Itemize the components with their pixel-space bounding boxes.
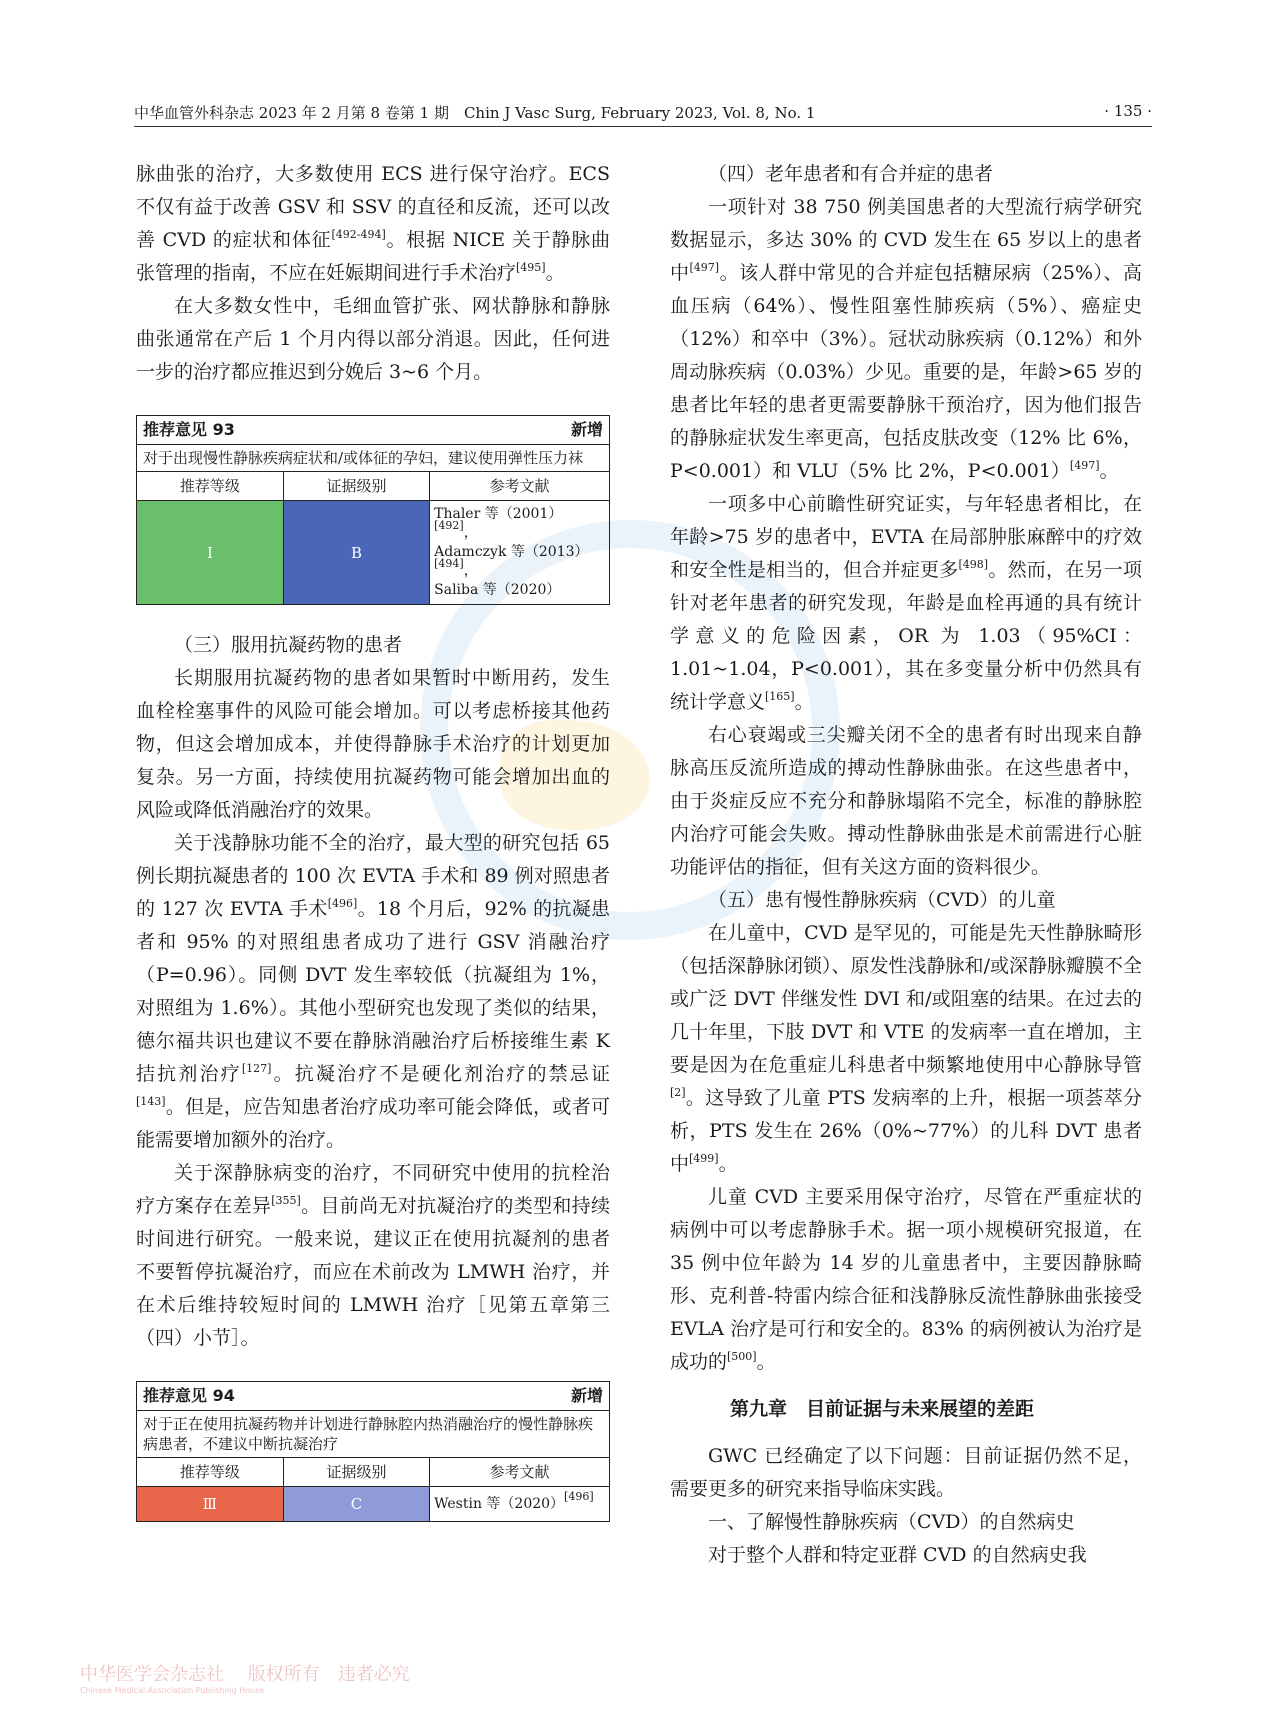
box-tag: 新增 <box>570 420 603 439</box>
grade-cell: Ⅲ <box>137 1487 283 1522</box>
paragraph: 一项针对 38 750 例美国患者的大型流行病学研究数据显示，多达 30% 的 CVD 发生在 65 岁以上的患者中[497]。该人群中常见的合并症包括糖尿病（25%）、高血压病（64%）、慢性阻塞性肺疾病（5%）、癌症史（12%）和卒中（3%）。冠状动脉疾病（0.12%）和外周动脉疾病（0.03%）少见。重要的是，年龄>65 岁的患者比年轻的患者更需要静脉干预治疗，因为他们报告的静脉症状发生率更高，包括皮肤改变（12% 比 6%，P<0.001）和 VLU（5% 比 2%，P<0.001）[497]。 <box>670 196 1142 482</box>
paragraph: 脉曲张的治疗，大多数使用 ECS 进行保守治疗。ECS 不仅有益于改善 GSV 和 SSV 的直径和反流，还可以改善 CVD 的症状和体征[492-494]。根据 NICE 关于静脉曲张管理的指南，不应在妊娠期间进行手术治疗[495]。 <box>136 163 610 284</box>
publisher-watermark <box>80 1660 410 1695</box>
paragraph: 长期服用抗凝药物的患者如果暂时中断用药，发生血栓栓塞事件的风险可能会增加。可以考虑桥接其他药物，但这会增加成本，并使得静脉手术治疗的计划更加复杂。另一方面，持续使用抗凝药物可能会增加出血的风险或降低消融治疗的效果。 <box>136 667 610 821</box>
right-column <box>670 158 1142 1572</box>
left-column <box>136 158 610 1546</box>
section-heading: （五）患有慢性静脉疾病（CVD）的儿童 <box>708 889 1056 911</box>
recommendation-box-93 <box>136 415 610 605</box>
paragraph: 在大多数女性中，毛细血管扩张、网状静脉和静脉曲张通常在产后 1 个月内得以部分消退。因此，任何进一步的治疗都应推迟到分娩后 3~6 个月。 <box>136 295 610 383</box>
paragraph: 关于深静脉病变的治疗，不同研究中使用的抗栓治疗方案存在差异[355]。目前尚无对抗凝治疗的类型和持续时间进行研究。一般来说，建议正在使用抗凝剂的患者不要暂停抗凝治疗，而应在术前改为 LMWH 治疗，并在术后维持较短时间的 LMWH 治疗［见第五章第三（四）小节］。 <box>136 1162 610 1349</box>
refs-cell: Westin 等（2020）[496] <box>434 1489 594 1512</box>
col-header-grade: 推荐等级 <box>137 472 283 501</box>
paragraph: 在儿童中，CVD 是罕见的，可能是先天性静脉畸形（包括深静脉闭锁）、原发性浅静脉和/或深静脉瓣膜不全或广泛 DVT 伴继发性 DVI 和/或阻塞的结果。在过去的几十年里，下肢 DVT 和 VTE 的发病率一直在增加，主要是因为在危重症儿科患者中频繁地使用中心静脉导管[2]。这导致了儿童 PTS 发病率的上升，根据一项荟萃分析，PTS 发生在 26%（0%~77%）的儿科 DVT 患者中[499]。 <box>670 922 1142 1175</box>
col-header-level: 证据级别 <box>283 1458 429 1487</box>
running-header <box>134 102 1152 127</box>
col-header-refs: 参考文献 <box>430 472 609 501</box>
recommendation-box-94 <box>136 1381 610 1522</box>
recommendation-table <box>137 472 609 604</box>
paragraph: 对于整个人群和特定亚群 CVD 的自然病史我 <box>708 1544 1087 1566</box>
paragraph: 右心衰竭或三尖瓣关闭不全的患者有时出现来自静脉高压反流所造成的搏动性静脉曲张。在这些患者中，由于炎症反应不充分和静脉塌陷不完全，标准的静脉腔内治疗可能会失败。搏动性静脉曲张是术前需进行心脏功能评估的指征，但有关这方面的资料很少。 <box>670 724 1142 878</box>
box-text: 对于出现慢性静脉疾病症状和/或体征的孕妇，建议使用弹性压力袜 <box>137 445 609 472</box>
journal-citation: 中华血管外科杂志 2023 年 2 月第 8 卷第 1 期 Chin J Vasc Surg, February 2023, Vol. 8, No. 1 <box>134 104 816 122</box>
recommendation-table <box>137 1458 609 1521</box>
section-heading: （三）服用抗凝药物的患者 <box>174 634 403 656</box>
box-title: 推荐意见 93 <box>143 420 235 439</box>
refs-cell: Thaler 等（2001）[492]， Adamczyk 等（2013）[494]， Saliba 等（2020） <box>434 506 589 598</box>
grade-cell: Ⅰ <box>137 501 283 605</box>
level-cell: C <box>283 1487 429 1522</box>
paragraph: 关于浅静脉功能不全的治疗，最大型的研究包括 65 例长期抗凝患者的 100 次 EVTA 手术和 89 例对照患者的 127 次 EVTA 手术[496]。18 个月后，92% 的抗凝患者和 95% 的对照组患者成功了进行 GSV 消融治疗（P=0.96）。同侧 DVT 发生率较低（抗凝组为 1%，对照组为 1.6%）。其他小型研究也发现了类似的结果，德尔福共识也建议不要在静脉消融治疗后桥接维生素 K 拮抗剂治疗[127]。抗凝治疗不是硬化剂治疗的禁忌证[143]。但是，应告知患者治疗成功率可能会降低，或者可能需要增加额外的治疗。 <box>136 832 610 1151</box>
publisher-english: Chinese Medical Association Publishing House <box>80 1686 265 1695</box>
col-header-refs: 参考文献 <box>430 1458 609 1487</box>
box-tag: 新增 <box>570 1386 603 1405</box>
section-heading: （四）老年患者和有合并症的患者 <box>708 163 994 185</box>
publisher-name: 中华医学会杂志社 <box>80 1664 224 1685</box>
chapter-heading: 第九章 目前证据与未来展望的差距 <box>730 1398 1035 1420</box>
col-header-level: 证据级别 <box>283 472 429 501</box>
rights-text: 版权所有 违者必究 <box>247 1664 410 1685</box>
box-text: 对于正在使用抗凝药物并计划进行静脉腔内热消融治疗的慢性静脉疾病患者，不建议中断抗凝治疗 <box>137 1411 609 1458</box>
level-cell: B <box>283 501 429 605</box>
subsection-heading: 一、了解慢性静脉疾病（CVD）的自然病史 <box>708 1511 1075 1533</box>
box-title: 推荐意见 94 <box>143 1386 235 1405</box>
paragraph: 一项多中心前瞻性研究证实，与年轻患者相比，在年龄>75 岁的患者中，EVTA 在局部肿胀麻醉中的疗效和安全性是相当的，但合并症更多[498]。然而，在另一项针对老年患者的研究发现，年龄是血栓再通的具有统计学意义的危险因素，OR 为 1.03（95%CI：1.01~1.04，P<0.001），其在多变量分析中仍然具有统计学意义[165]。 <box>670 493 1142 713</box>
paragraph: 儿童 CVD 主要采用保守治疗，尽管在严重症状的病例中可以考虑静脉手术。据一项小规模研究报道，在 35 例中位年龄为 14 岁的儿童患者中，主要因静脉畸形、克利普-特雷内综合征和浅静脉反流性静脉曲张接受 EVLA 治疗是可行和安全的。83% 的病例被认为治疗是成功的[500]。 <box>670 1186 1142 1373</box>
paragraph: GWC 已经确定了以下问题：目前证据仍然不足，需要更多的研究来指导临床实践。 <box>670 1445 1142 1500</box>
col-header-grade: 推荐等级 <box>137 1458 283 1487</box>
page-number: · 135 · <box>1104 102 1152 120</box>
